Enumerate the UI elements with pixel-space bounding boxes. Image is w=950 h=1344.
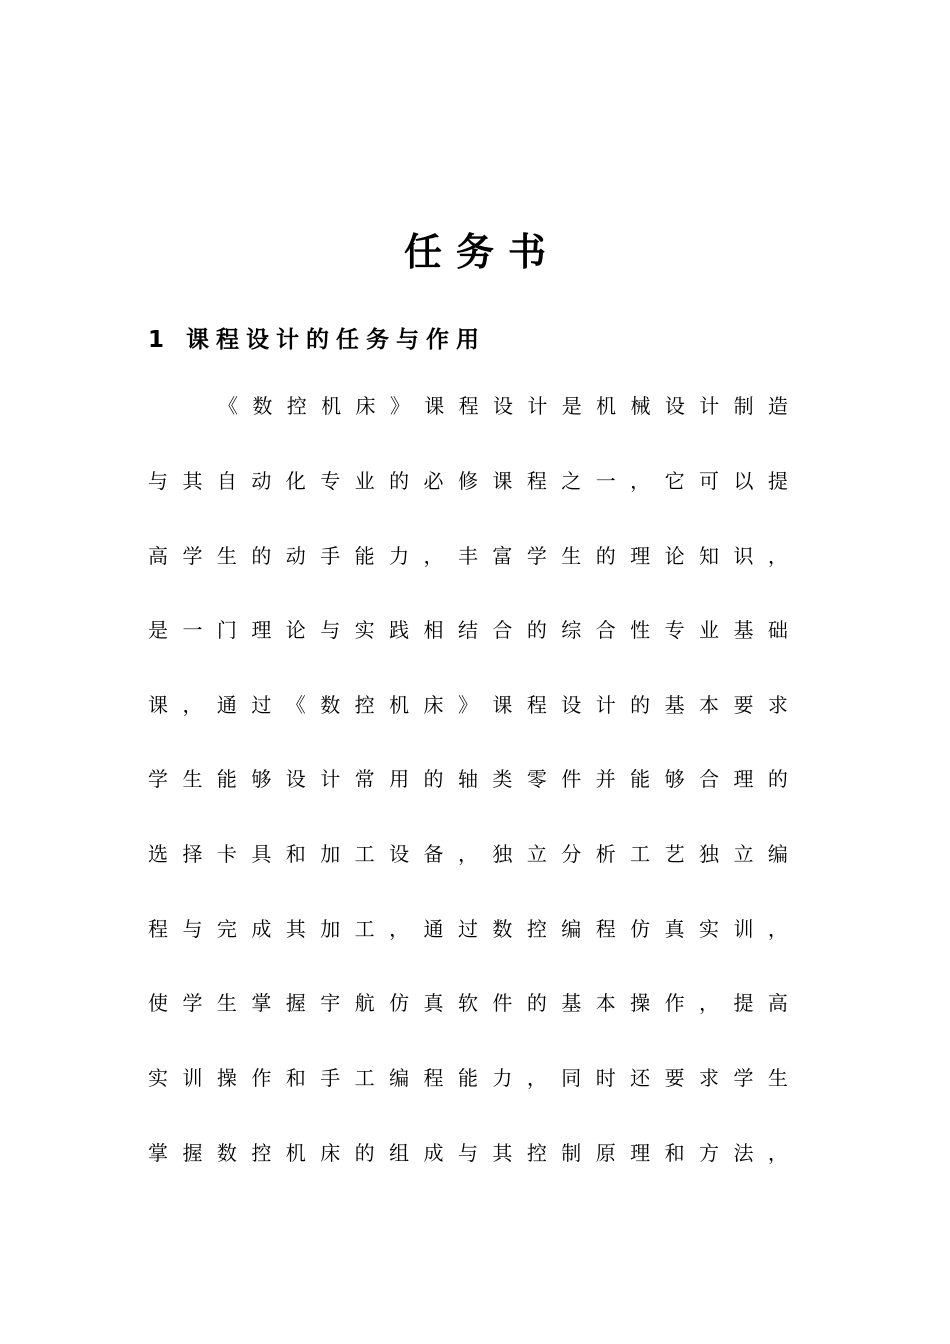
- paragraph-line: 掌 握 数 控 机 床 的 组 成 与 其 控 制 原 理 和 方 法 ，: [148, 1141, 788, 1165]
- paragraph-line: 高 学 生 的 动 手 能 力 ， 丰 富 学 生 的 理 论 知 识 ，: [148, 544, 788, 568]
- paragraph-line: 程 与 完 成 其 加 工 ， 通 过 数 控 编 程 仿 真 实 训 ，: [148, 917, 788, 941]
- paragraph-line: 是 一 门 理 论 与 实 践 相 结 合 的 综 合 性 专 业 基 础: [148, 618, 788, 642]
- document-title: 任务书: [403, 230, 560, 274]
- paragraph-line: 课 ， 通 过 《 数 控 机 床 》 课 程 设 计 的 基 本 要 求: [148, 693, 788, 717]
- paragraph-line: 使 学 生 掌 握 宇 航 仿 真 软 件 的 基 本 操 作 ， 提 高: [148, 991, 788, 1015]
- paragraph-line: 学 生 能 够 设 计 常 用 的 轴 类 零 件 并 能 够 合 理 的: [148, 767, 788, 791]
- paragraph-line: 与 其 自 动 化 专 业 的 必 修 课 程 之 一 ， 它 可 以 提: [148, 469, 788, 493]
- paragraph-line: 选 择 卡 具 和 加 工 设 备 ， 独 立 分 析 工 艺 独 立 编: [148, 842, 788, 866]
- paragraph-line: 《 数 控 机 床 》 课 程 设 计 是 机 械 设 计 制 造: [218, 394, 788, 418]
- paragraph-line: 实 训 操 作 和 手 工 编 程 能 力 ， 同 时 还 要 求 学 生: [148, 1066, 788, 1090]
- section-heading: 1 课程设计的任务与作用: [148, 327, 487, 353]
